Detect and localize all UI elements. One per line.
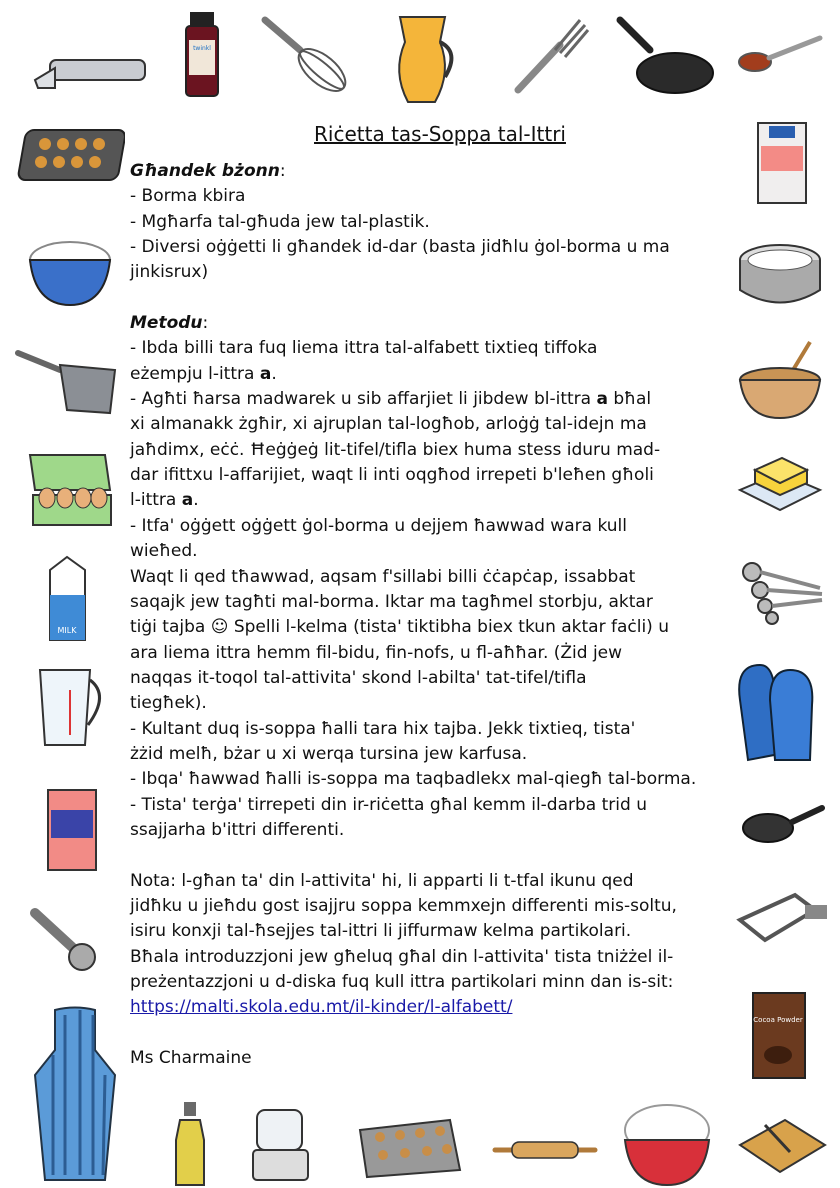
- text-segment: xi almanakk żgħir, xi ajruplan tal-logħob, arloġġ tal-idejn ma: [130, 414, 647, 435]
- small-pan-icon: [740, 790, 825, 850]
- aluminium-foil-icon: [30, 50, 150, 90]
- text-segment: - Agħti ħarsa madwarek u sib affarjiet li jibdew bl-ittra: [130, 389, 597, 410]
- text-line: [130, 159, 696, 184]
- cake-tin-icon: [735, 235, 825, 315]
- apron-icon: [25, 1005, 125, 1185]
- text-segment: wieħed.: [130, 541, 198, 562]
- page-title: Riċetta tas-Soppa tal-Ittri: [314, 122, 566, 146]
- chopping-board-icon: [735, 1110, 830, 1180]
- oil-bottle-icon: [170, 1100, 210, 1188]
- text-segment: l-ittra: [130, 490, 182, 511]
- text-segment: a: [259, 363, 272, 384]
- text-line: [130, 970, 696, 995]
- text-line: [130, 894, 696, 919]
- text-line: [130, 311, 696, 336]
- blank-line: [130, 1021, 696, 1046]
- mixing-bowl-icon: [735, 340, 825, 420]
- text-line: [130, 514, 696, 539]
- text-line: [130, 919, 696, 944]
- text-segment: żżid melħ, bżar u xi werqa tursina jew karfusa.: [130, 743, 528, 764]
- text-segment: jaħdimx, eċċ. Ħeġġeġ lit-tifel/tifla biex huma stess iduru mad-: [130, 439, 661, 460]
- text-line: [130, 995, 696, 1020]
- text-segment: Waqt li qed tħawwad, aqsam f'sillabi billi ċċapċap, issabbat: [130, 566, 636, 587]
- text-segment: :: [279, 161, 286, 181]
- spoon-icon: [735, 30, 825, 75]
- text-segment: - Tista' terġa' tirrepeti din ir-riċetta għal kemm il-darba trid u: [130, 794, 647, 815]
- recipe-body: [130, 159, 696, 1071]
- brand-logo: twinkl: [193, 45, 211, 52]
- text-segment: - Diversi oġġetti li għandek id-dar (basta jidħlu ġol-borma u ma: [130, 237, 670, 258]
- text-segment: ara liema ittra hemm fil-bidu, fin-nofs, u fl-aħħar. (Żid jew: [130, 642, 623, 663]
- text-line: [130, 488, 696, 513]
- text-line: [130, 565, 696, 590]
- text-segment: isiru konxji tal-ħsejjes tal-ittri li jiffurmaw kelma partikolari.: [130, 921, 632, 942]
- cocoa-powder-icon: [750, 990, 810, 1082]
- text-segment: jidħku u jieħdu gost isajjru soppa kemmxejn differenti mis-soltu,: [130, 895, 677, 916]
- text-line: [130, 463, 696, 488]
- text-segment: .: [193, 490, 199, 511]
- text-segment: tiġi tajba ☺ Spelli l-kelma (tista' tiktibha biex tkun aktar faċli) u: [130, 617, 669, 638]
- website-link[interactable]: https://malti.skola.edu.mt/il-kinder/l-alfabett/: [130, 997, 513, 1018]
- text-segment: tiegħek).: [130, 693, 207, 714]
- butter-dish-icon: [735, 455, 825, 515]
- text-line: [130, 717, 696, 742]
- text-line: [130, 945, 696, 970]
- milk-label: MILK: [57, 626, 77, 635]
- cocoa-label: Cocoa Powder: [753, 1016, 803, 1024]
- section-heading: Metodu: [130, 313, 203, 334]
- text-segment: saqajk jew tagħti mal-borma. Iktar ma tagħmel storbju, aktar: [130, 591, 653, 612]
- cookie-tray-icon: [355, 1115, 465, 1180]
- text-segment: naqqas it-toqol tal-attivita' skond l-abilta' tat-tifel/tifla: [130, 667, 587, 688]
- text-line: [130, 615, 696, 640]
- ice-cream-scoop-icon: [30, 905, 100, 975]
- blank-line: [130, 843, 696, 868]
- text-line: [130, 184, 696, 209]
- text-segment: bħal: [607, 389, 652, 410]
- text-segment: Ms Charmaine: [130, 1048, 252, 1069]
- flour-bag-icon: [755, 118, 810, 208]
- peeler-icon: [735, 885, 830, 955]
- text-segment: a: [596, 389, 608, 410]
- text-segment: - Borma kbira: [130, 186, 246, 207]
- text-line: [130, 742, 696, 767]
- text-segment: Nota: l-għan ta' din l-attivita' hi, li apparti li t-tfal ikunu qed: [130, 870, 634, 891]
- text-line: [130, 641, 696, 666]
- fork-icon: [510, 15, 590, 95]
- text-line: [130, 336, 696, 361]
- saucepan-icon: [15, 345, 120, 420]
- text-line: [130, 1046, 696, 1071]
- rice-bowl-red-icon: [620, 1100, 715, 1188]
- text-line: [130, 539, 696, 564]
- text-line: [130, 412, 696, 437]
- oven-glove-icon: [730, 660, 820, 765]
- text-segment: eżempju l-ittra: [130, 363, 260, 384]
- text-segment: - Ibqa' ħawwad ħalli is-soppa ma taqbadlekx mal-qiegħ tal-borma.: [130, 769, 697, 790]
- milk-carton-icon: [45, 555, 90, 645]
- text-segment: ssajjarha b'ittri differenti.: [130, 819, 345, 840]
- blank-line: [130, 286, 696, 311]
- text-segment: :: [202, 313, 209, 334]
- text-line: [130, 691, 696, 716]
- section-heading: Għandek bżonn: [130, 161, 280, 181]
- vanilla-essence-bottle-icon: [182, 10, 222, 100]
- text-segment: - Mgħarfa tal-għuda jew tal-plastik.: [130, 211, 430, 232]
- measuring-jug-icon: [30, 665, 115, 750]
- text-segment: - Itfa' oġġett oġġett ġol-borma u dejjem ħawwad wara kull: [130, 515, 627, 536]
- text-segment: a: [181, 490, 194, 511]
- rice-bowl-icon: [25, 230, 115, 310]
- food-processor-icon: [245, 1105, 320, 1185]
- rolling-pin-icon: [490, 1135, 600, 1165]
- text-line: [130, 818, 696, 843]
- text-line: [130, 666, 696, 691]
- egg-box-icon: [25, 450, 115, 535]
- text-line: [130, 235, 696, 260]
- text-line: [130, 793, 696, 818]
- jug-icon: [390, 12, 460, 107]
- text-line: [130, 869, 696, 894]
- text-line: [130, 210, 696, 235]
- text-line: [130, 260, 696, 285]
- text-line: [130, 767, 696, 792]
- text-line: [130, 438, 696, 463]
- muffin-tray-icon: [15, 120, 125, 190]
- text-segment: - Ibda billi tara fuq liema ittra tal-alfabett tixtieq tiffoka: [130, 338, 598, 359]
- text-line: [130, 387, 696, 412]
- sugar-bag-icon: [45, 785, 100, 875]
- text-segment: .: [271, 363, 277, 384]
- text-line: [130, 362, 696, 387]
- text-segment: dar ifittxu l-affarijiet, waqt li inti oqgħod irrepeti b'leħen għoli: [130, 465, 654, 486]
- measuring-spoons-icon: [740, 560, 830, 625]
- text-line: [130, 590, 696, 615]
- whisk-icon: [260, 15, 350, 95]
- frying-pan-icon: [615, 15, 715, 95]
- text-segment: - Kultant duq is-soppa ħalli tara hix tajba. Jekk tixtieq, tista': [130, 718, 636, 739]
- text-segment: jinkisrux): [130, 262, 209, 283]
- text-segment: Bħala introduzzjoni jew għeluq għal din l-attivita' tista tniżżel il-: [130, 946, 674, 967]
- text-segment: preżentazzjoni u d-diska fuq kull ittra partikolari minn dan is-sit:: [130, 972, 674, 992]
